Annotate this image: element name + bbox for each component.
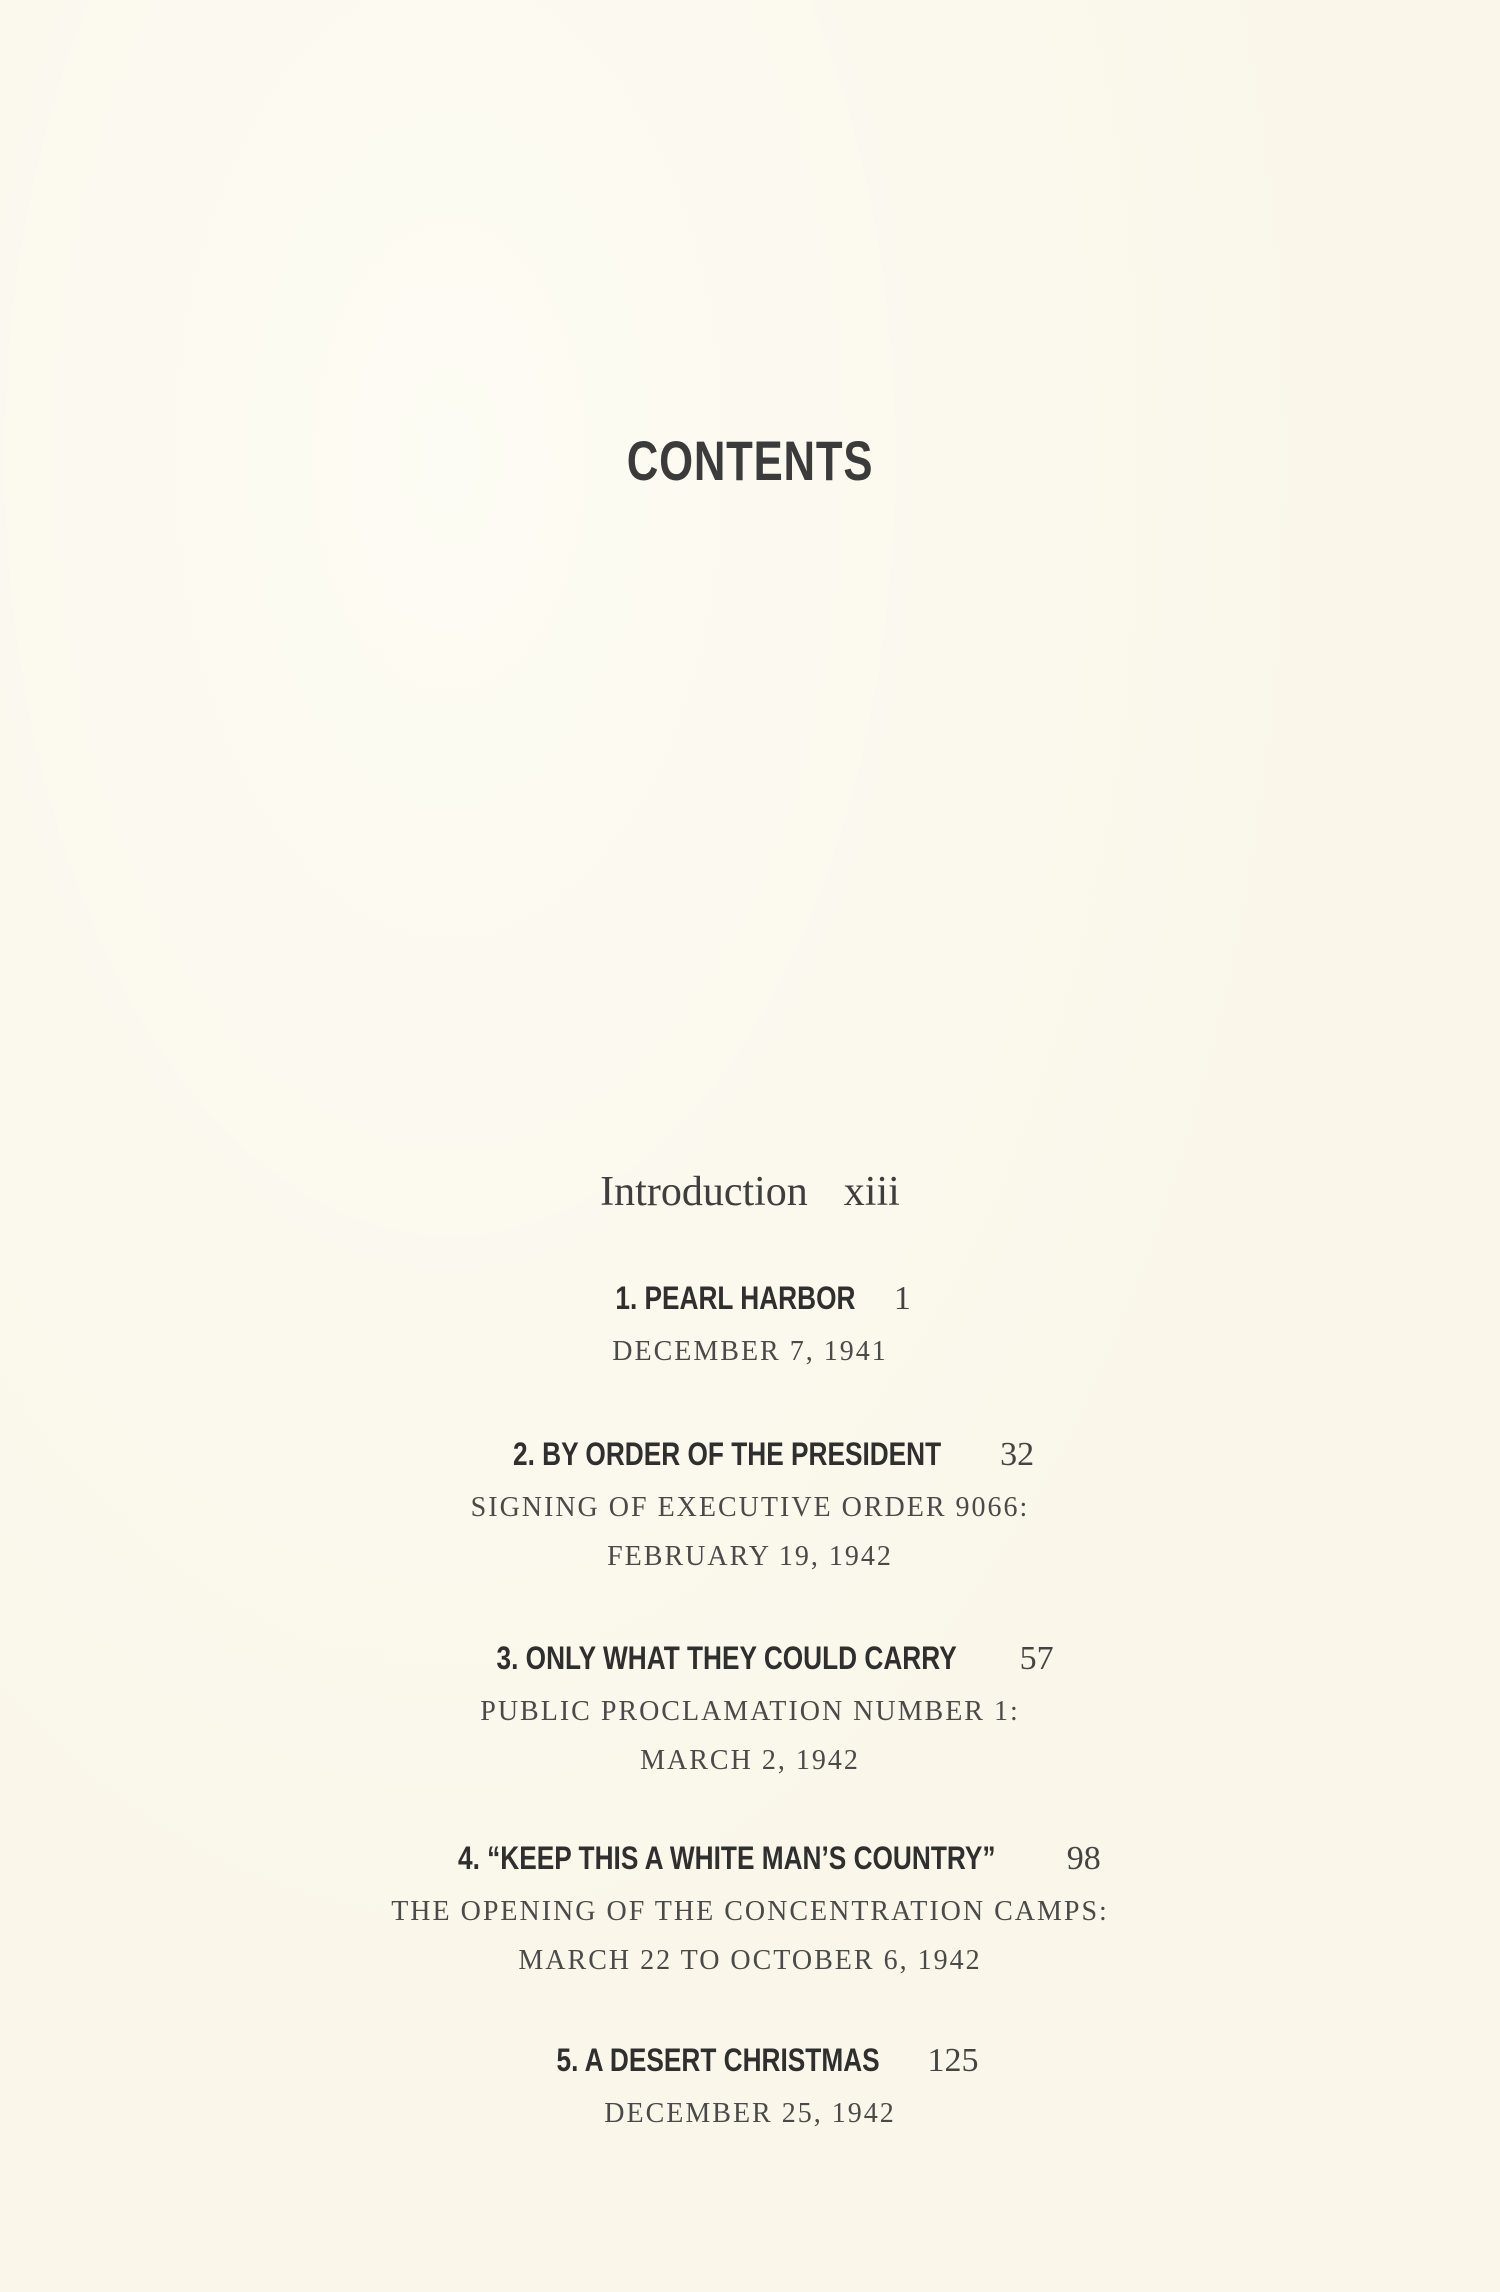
chapter-subtitle-line: FEBRUARY 19, 1942 xyxy=(607,1541,893,1572)
chapter-title: 5. A DESERT CHRISTMAS xyxy=(556,2042,881,2078)
chapter-page-number: 32 xyxy=(1000,1436,1035,1473)
chapter-subtitle-line: DECEMBER 25, 1942 xyxy=(604,2098,896,2129)
chapter-page-number: 125 xyxy=(927,2042,979,2079)
introduction-label: Introduction xyxy=(600,1169,808,1215)
toc-entry-introduction[interactable] xyxy=(0,1168,1500,1216)
chapter-subtitle-line: PUBLIC PROCLAMATION NUMBER 1: xyxy=(480,1696,1020,1727)
chapter-page-number: 1 xyxy=(893,1280,911,1317)
toc-entry-chapter-5[interactable] xyxy=(0,2042,1500,2080)
toc-entry-chapter-2[interactable] xyxy=(0,1436,1500,1474)
toc-entry-chapter-4[interactable] xyxy=(0,1840,1500,1878)
toc-entry-chapter-3[interactable] xyxy=(0,1640,1500,1678)
chapter-page-number: 98 xyxy=(1066,1840,1101,1877)
chapter-title: 4. “KEEP THIS A WHITE MAN’S COUNTRY” xyxy=(458,1840,996,1876)
chapter-subtitle-line: MARCH 22 TO OCTOBER 6, 1942 xyxy=(518,1945,982,1976)
chapter-subtitle-line: MARCH 2, 1942 xyxy=(640,1745,860,1776)
chapter-title: 2. BY ORDER OF THE PRESIDENT xyxy=(512,1436,942,1472)
chapter-subtitle-line: THE OPENING OF THE CONCENTRATION CAMPS: xyxy=(391,1896,1109,1927)
chapter-title: 1. PEARL HARBOR xyxy=(615,1280,856,1316)
introduction-page-number: xiii xyxy=(843,1169,900,1215)
contents-heading: CONTENTS xyxy=(626,429,874,492)
toc-entry-chapter-1[interactable] xyxy=(0,1280,1500,1318)
chapter-subtitle-line: DECEMBER 7, 1941 xyxy=(612,1336,888,1367)
chapter-subtitle-line: SIGNING OF EXECUTIVE ORDER 9066: xyxy=(470,1492,1030,1523)
chapter-page-number: 57 xyxy=(1019,1640,1054,1677)
chapter-title: 3. ONLY WHAT THEY COULD CARRY xyxy=(496,1640,958,1676)
